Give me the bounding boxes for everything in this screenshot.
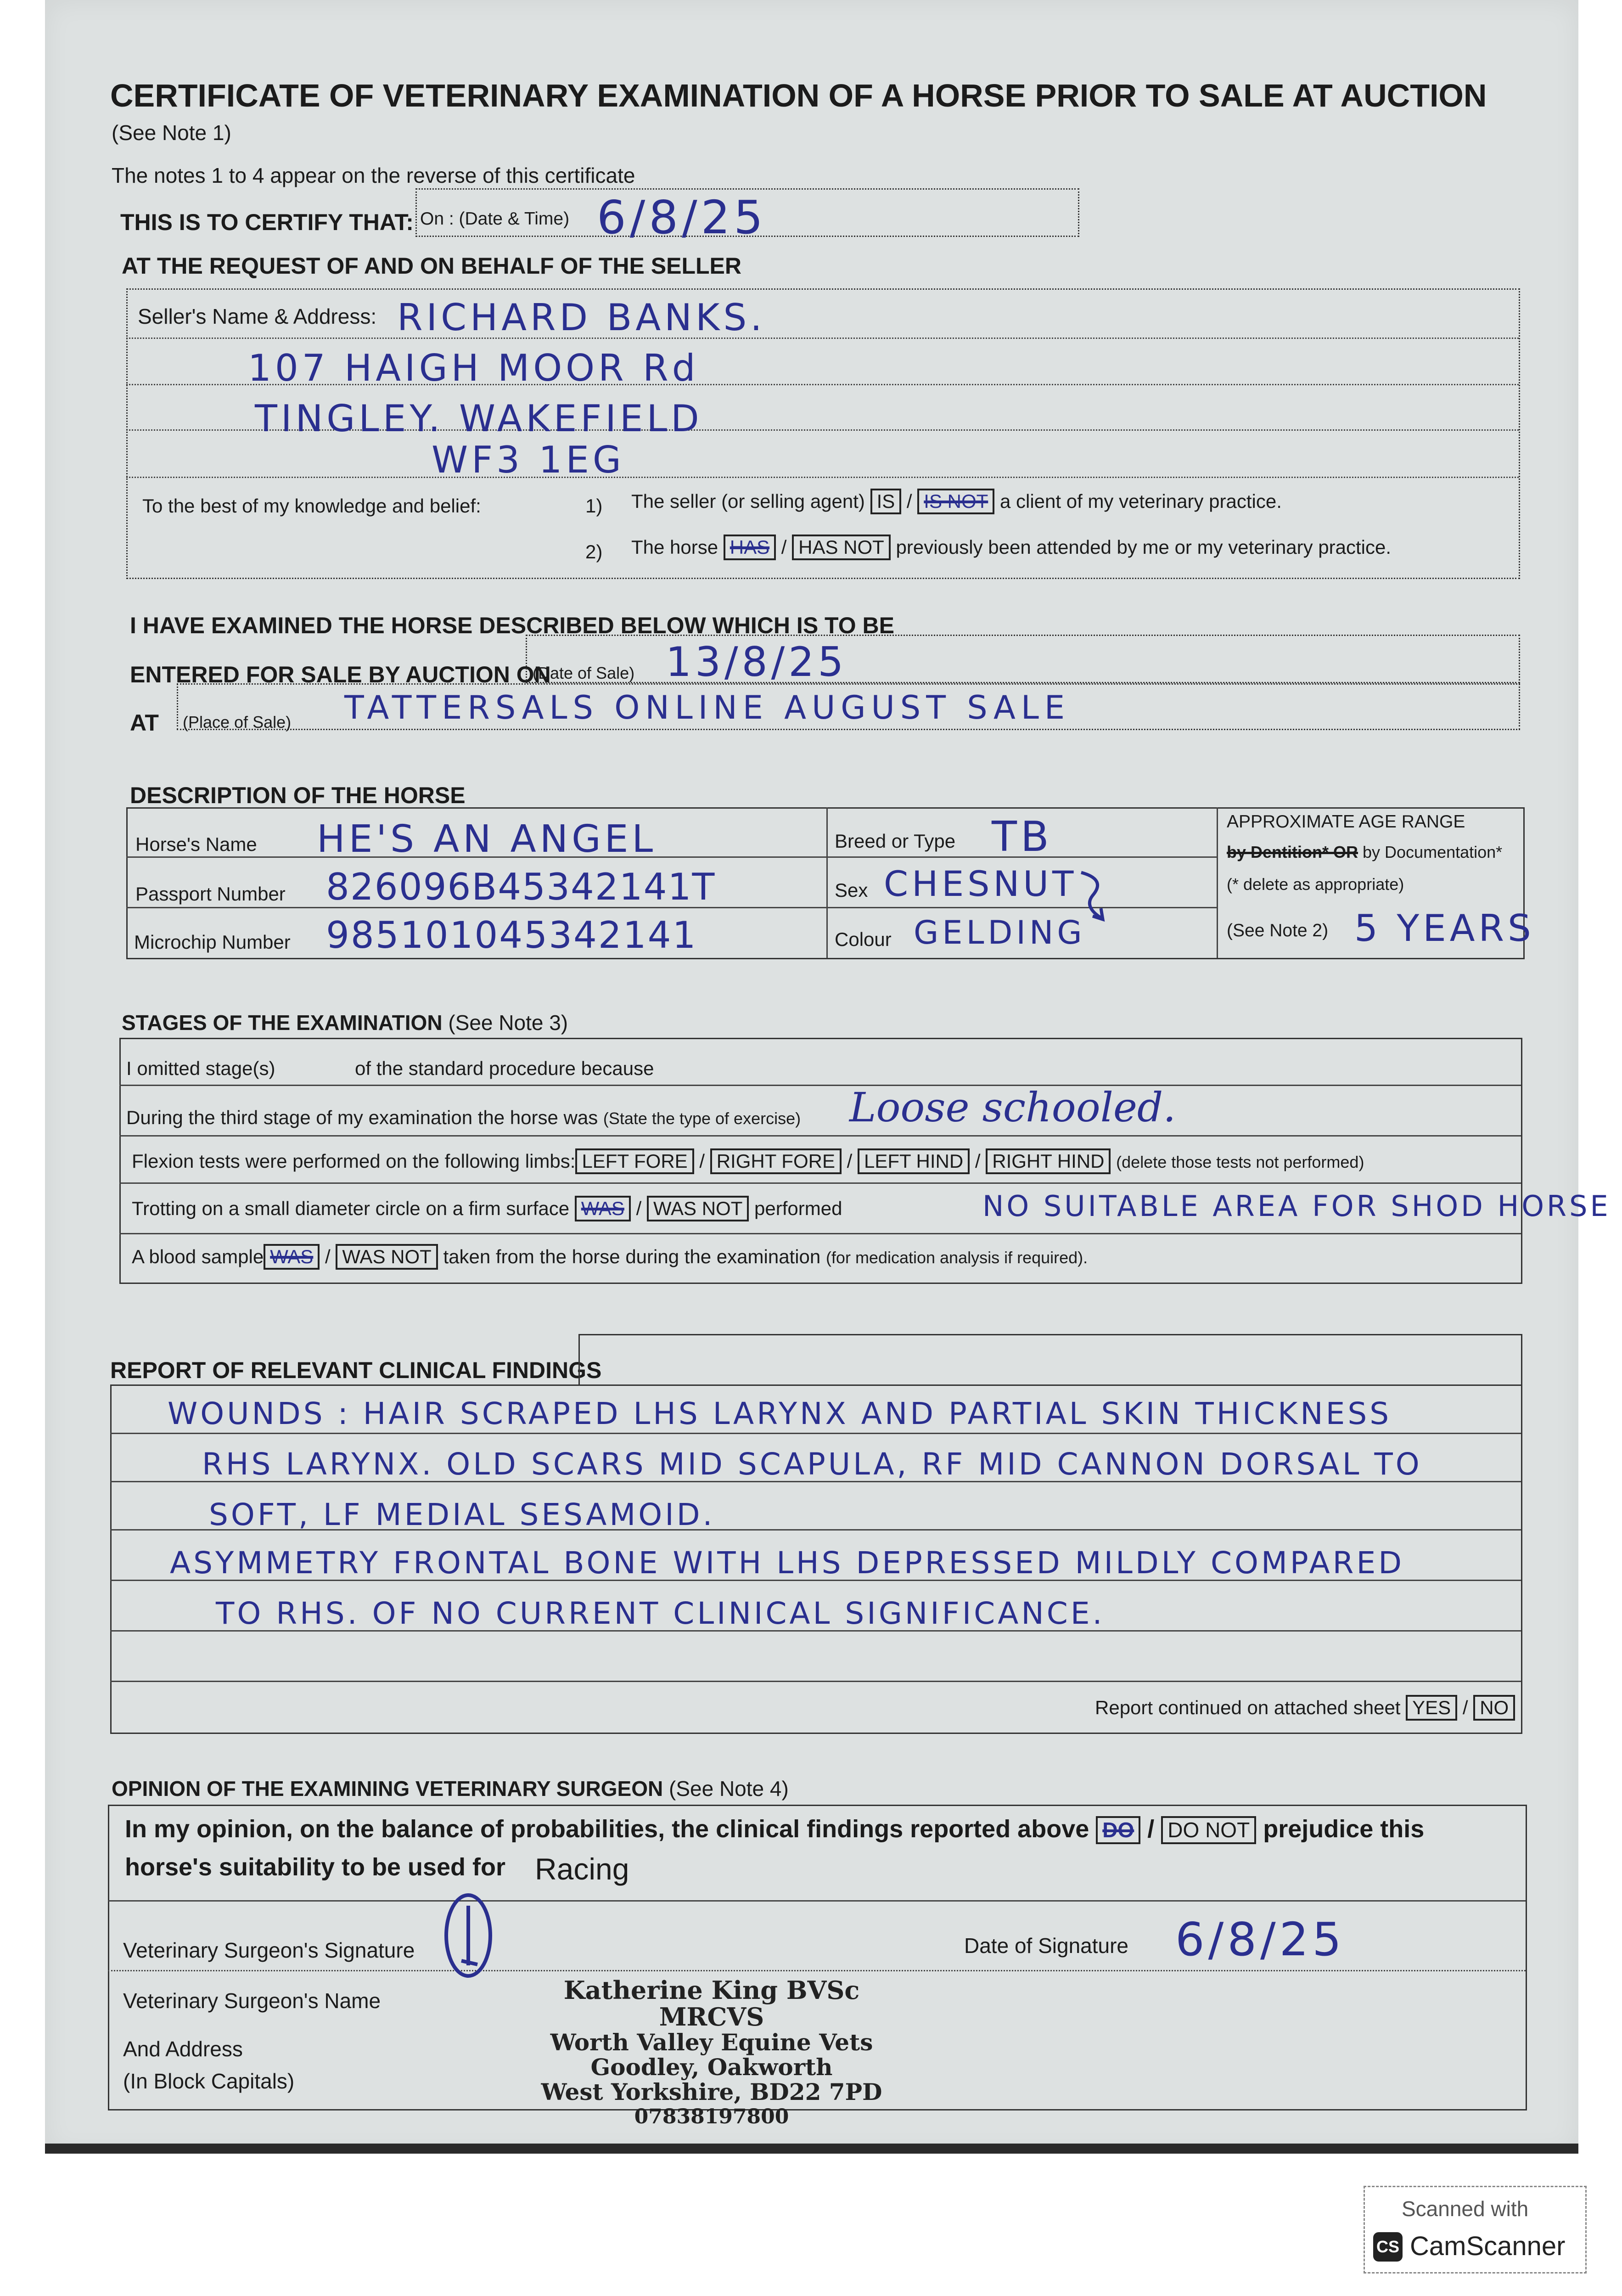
seller-address-3: WF3 1EG <box>432 439 625 481</box>
place-of-sale-label: (Place of Sale) <box>183 713 292 732</box>
block-capitals-label: (In Block Capitals) <box>123 2069 295 2093</box>
scanned-with-text: Scanned with <box>1402 2197 1529 2221</box>
belief-num-2: 2) <box>585 541 603 563</box>
label-text: prejudice this <box>1263 1815 1425 1843</box>
certificate-title: CERTIFICATE OF VETERINARY EXAMINATION OF A HORSE PRIOR TO SALE AT AUCTION <box>110 78 1487 113</box>
statement-text: The horse <box>631 536 718 558</box>
camscanner-watermark <box>1364 2186 1587 2273</box>
label-text: During the third stage of my examination the horse was <box>126 1107 598 1128</box>
yes-option[interactable]: YES <box>1406 1695 1457 1721</box>
surgeon-name-label: Veterinary Surgeon's Name <box>123 1989 381 2013</box>
breed-label: Breed or Type <box>835 830 956 852</box>
rule <box>119 1085 1521 1086</box>
certify-label: THIS IS TO CERTIFY THAT: <box>120 209 414 235</box>
purpose-value: Racing <box>535 1852 629 1886</box>
flexion-tests: Flexion tests were performed on the following limbs: LEFT FORE / RIGHT FORE / LEFT HIND / RIGHT HIND (delete those tests not performed) <box>132 1148 1364 1176</box>
left-hind-option[interactable]: LEFT HIND <box>858 1148 970 1174</box>
stages-heading <box>122 1010 568 1035</box>
opinion-line-2: horse's suitability to be used for <box>125 1853 505 1881</box>
rule <box>110 1433 1521 1434</box>
stamp-line: Katherine King BVSc MRCVS <box>563 1975 860 2032</box>
rule <box>826 807 828 958</box>
statement-text: The seller (or selling agent) <box>631 490 865 512</box>
trotting-note: NO SUITABLE AREA FOR SHOD HORSE <box>982 1189 1611 1223</box>
delete-note: (* delete as appropriate) <box>1227 875 1404 894</box>
seller-label: Seller's Name & Address: <box>138 304 377 328</box>
rule <box>119 1233 1521 1234</box>
sex-value: CHESNUT <box>884 863 1078 904</box>
report-continued: Report continued on attached sheet YES / NO <box>1095 1694 1515 1721</box>
is-option[interactable]: IS <box>870 489 902 514</box>
horse-name-value: HE'S AN ANGEL <box>317 817 657 861</box>
swap-arrow-icon <box>1074 863 1116 928</box>
statement-text: a client of my veterinary practice. <box>999 490 1282 512</box>
rule <box>108 1900 1526 1902</box>
examined-line-2: ENTERED FOR SALE BY AUCTION ON <box>130 662 551 687</box>
label-text: Flexion tests were performed on the following limbs: <box>132 1150 576 1172</box>
horse-name-label: Horse's Name <box>135 833 257 855</box>
seller-client-statement: The seller (or selling agent) IS / IS NOT a client of my veterinary practice. <box>631 488 1282 515</box>
age-range-heading: APPROXIMATE AGE RANGE <box>1227 812 1465 832</box>
colour-value: GELDING <box>914 914 1086 951</box>
description-heading: DESCRIPTION OF THE HORSE <box>130 782 466 808</box>
request-line: AT THE REQUEST OF AND ON BEHALF OF THE SELLER <box>122 253 741 279</box>
omitted-label-a: I omitted stage(s) <box>126 1058 275 1079</box>
belief-num-1: 1) <box>585 495 603 517</box>
was-option-struck[interactable]: WAS <box>575 1196 631 1221</box>
rule <box>126 856 1217 858</box>
opinion-line-1: In my opinion, on the balance of probabilities, the clinical findings reported above DO / DO NOT prejudice this <box>125 1814 1424 1844</box>
camscanner-brand: CamScanner <box>1410 2231 1566 2261</box>
rule <box>1217 807 1218 958</box>
camscanner-logo-icon: CS <box>1373 2232 1403 2262</box>
opinion-heading <box>112 1776 789 1801</box>
statement-text: previously been attended by me or my veterinary practice. <box>896 536 1392 558</box>
address-label: And Address <box>123 2037 243 2061</box>
do-not-option[interactable]: DO NOT <box>1161 1816 1256 1844</box>
sex-label: Sex <box>835 879 868 901</box>
paper-edge-shadow <box>45 2144 1578 2154</box>
finding-line: RHS LARYNX. OLD SCARS MID SCAPULA, RF MID CANNON DORSAL TO <box>202 1446 1422 1482</box>
rule <box>126 338 1519 339</box>
findings-heading-box <box>578 1334 1522 1386</box>
rule <box>110 1681 1521 1682</box>
seller-address-2: TINGLEY. WAKEFIELD <box>255 397 703 440</box>
passport-label: Passport Number <box>135 883 286 905</box>
notes-line: The notes 1 to 4 appear on the reverse of this certificate <box>112 163 635 187</box>
label-text: Trotting on a small diameter circle on a firm surface <box>132 1198 570 1219</box>
right-hind-option[interactable]: RIGHT HIND <box>986 1148 1111 1174</box>
place-of-sale-value: TATTERSALS ONLINE AUGUST SALE <box>344 689 1071 726</box>
was-not-option[interactable]: WAS NOT <box>647 1196 749 1221</box>
date-of-signature-value: 6/8/25 <box>1175 1913 1345 1966</box>
rule <box>126 477 1519 478</box>
examined-line-1: I HAVE EXAMINED THE HORSE DESCRIBED BELOW WHICH IS TO BE <box>130 613 894 638</box>
stamp-line: Worth Valley Equine Vets <box>550 2029 873 2056</box>
omitted-label-b: of the standard procedure because <box>355 1058 654 1079</box>
see-note-4: (See Note 4) <box>669 1777 789 1801</box>
no-option[interactable]: NO <box>1473 1695 1515 1721</box>
do-option-struck[interactable]: DO <box>1096 1816 1140 1844</box>
finding-line: ASYMMETRY FRONTAL BONE WITH LHS DEPRESSED MILDLY COMPARED <box>170 1545 1405 1581</box>
stamp-line: 07838197800 <box>634 2105 789 2128</box>
third-stage-label <box>126 1107 801 1129</box>
label-text: A blood sample <box>132 1246 264 1267</box>
label-note: (for medication analysis if required). <box>825 1248 1088 1267</box>
third-stage-value: Loose schooled. <box>849 1084 1176 1131</box>
microchip-label: Microchip Number <box>134 931 291 953</box>
age-value: 5 YEARS <box>1354 907 1535 950</box>
date-of-signature-label: Date of Signature <box>964 1934 1129 1958</box>
age-method <box>1227 843 1502 862</box>
see-note-2: (See Note 2) <box>1227 921 1329 940</box>
left-fore-option[interactable]: LEFT FORE <box>575 1148 694 1174</box>
stamp-line: West Yorkshire, BD22 7PD <box>541 2078 882 2105</box>
see-note-1: (See Note 1) <box>112 121 231 145</box>
trotting-statement: Trotting on a small diameter circle on a firm surface WAS / WAS NOT performed <box>132 1195 842 1222</box>
finding-line: SOFT, LF MEDIAL SESAMOID. <box>209 1497 715 1532</box>
on-date-value: 6/8/25 <box>597 191 767 244</box>
colour-label: Colour <box>835 929 892 950</box>
see-note-3: (See Note 3) <box>448 1011 568 1035</box>
findings-heading: REPORT OF RELEVANT CLINICAL FINDINGS <box>110 1357 602 1383</box>
was-not-option[interactable]: WAS NOT <box>336 1244 438 1270</box>
rule <box>119 1182 1521 1184</box>
signature-label: Veterinary Surgeon's Signature <box>123 1938 415 1962</box>
blood-sample-statement: A blood sample WAS / WAS NOT taken from the horse during the examination (for medication analysis if required). <box>132 1244 1088 1271</box>
label-note: (delete those tests not performed) <box>1116 1153 1364 1171</box>
belief-label: To the best of my knowledge and belief: <box>142 495 481 517</box>
label-text: taken from the horse during the examination <box>443 1246 821 1267</box>
label-note: (State the type of exercise) <box>603 1109 801 1128</box>
at-label: AT <box>130 710 159 736</box>
seller-address-1: 107 HAIGH MOOR Rd <box>248 347 699 389</box>
by-dentition-struck: by Dentition* OR <box>1227 843 1358 861</box>
opinion-heading-text: OPINION OF THE EXAMINING VETERINARY SURGEON <box>112 1777 663 1801</box>
horse-attended-statement: The horse HAS / HAS NOT previously been attended by me or my veterinary practice. <box>631 534 1391 561</box>
label-text: In my opinion, on the balance of probabilities, the clinical findings reported above <box>125 1815 1089 1843</box>
was-option-struck[interactable]: WAS <box>264 1244 320 1270</box>
rule <box>119 1135 1521 1137</box>
right-fore-option[interactable]: RIGHT FORE <box>710 1148 842 1174</box>
stamp-line: Goodley, Oakworth <box>590 2054 833 2081</box>
rule <box>108 1970 1526 1971</box>
has-not-option[interactable]: HAS NOT <box>792 535 891 560</box>
finding-line: TO RHS. OF NO CURRENT CLINICAL SIGNIFICANCE. <box>216 1596 1105 1631</box>
has-option-struck[interactable]: HAS <box>724 535 776 560</box>
vet-stamp <box>528 1977 895 2129</box>
passport-value: 826096B45342141T <box>326 866 716 908</box>
stages-heading-text: STAGES OF THE EXAMINATION <box>122 1011 443 1035</box>
breed-value: TB <box>992 813 1053 861</box>
date-of-sale-label: (Date of Sale) <box>533 664 635 682</box>
label-text: performed <box>754 1198 842 1219</box>
finding-line: WOUNDS : HAIR SCRAPED LHS LARYNX AND PARTIAL SKIN THICKNESS <box>168 1396 1392 1431</box>
microchip-value: 985101045342141 <box>326 914 697 957</box>
label-text: Report continued on attached sheet <box>1095 1697 1401 1718</box>
signature-image <box>436 1883 500 1979</box>
seller-name: RICHARD BANKS. <box>397 296 766 339</box>
is-not-option-struck[interactable]: IS NOT <box>917 489 994 514</box>
date-of-sale-value: 13/8/25 <box>666 638 847 686</box>
by-documentation: by Documentation* <box>1363 843 1503 861</box>
on-date-label: On : (Date & Time) <box>420 209 570 229</box>
